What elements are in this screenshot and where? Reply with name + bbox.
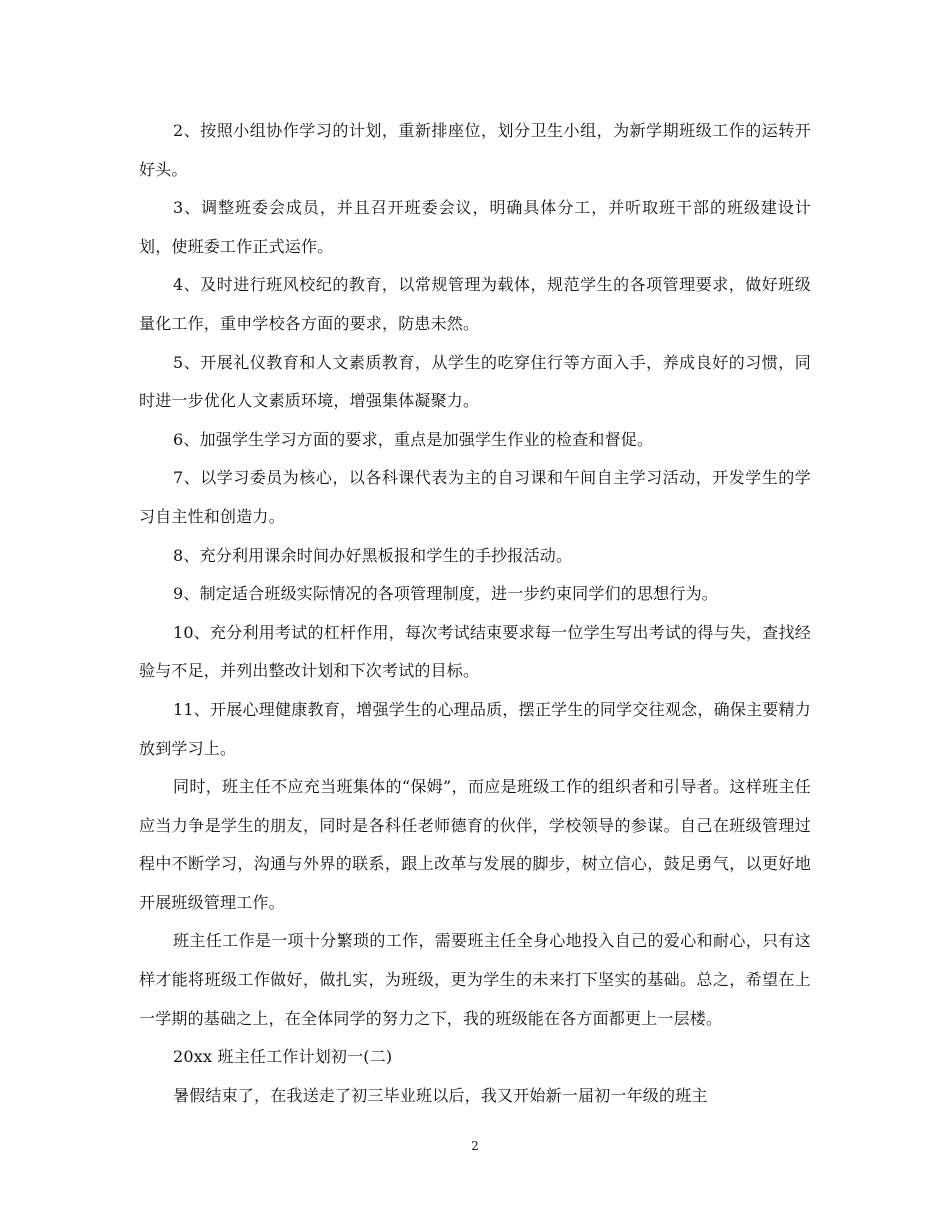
page-number: 2 (471, 1139, 479, 1153)
paragraph-teacher-role: 同时，班主任不应充当班集体的“保姆”，而应是班级工作的组织者和引导者。这样班主任应当力争是学生的朋友，同时是各科任老师德育的伙伴，学校领导的参谋。自己在班级管理过程中不断学习，沟通与外界的联系，跟上改革与发展的脚步，树立信心，鼓足勇气，以更好地开展班级管理工作。 (139, 777, 811, 912)
paragraph-item-7: 7、以学习委员为核心，以各科课代表为主的自习课和午间自主学习活动，开发学生的学习自主性和创造力。 (139, 468, 811, 526)
paragraph-item-10: 10、充分利用考试的杠杆作用，每次考试结束要求每一位学生写出考试的得与失，查找经验与不足，并列出整改计划和下次考试的目标。 (139, 622, 811, 681)
paragraph-item-9: 9、制定适合班级实际情况的各项管理制度，进一步约束同学们的思想行为。 (173, 584, 718, 604)
paragraph-item-11: 11、开展心理健康教育，增强学生的心理品质，摆正学生的同学交往观念，确保主要精力放到学习上。 (139, 699, 811, 758)
paragraph-item-2: 2、按照小组协作学习的计划，重新排座位，划分卫生小组，为新学期班级工作的运转开好头。 (139, 121, 811, 179)
document-body (139, 112, 811, 1115)
paragraph-item-4: 4、及时进行班风校纪的教育，以常规管理为载体，规范学生的各项管理要求，做好班级量化工作，重申学校各方面的要求，防患未然。 (139, 275, 811, 333)
paragraph-item-6: 6、加强学生学习方面的要求，重点是加强学生作业的检查和督促。 (173, 429, 654, 449)
paragraph-item-5: 5、开展礼仪教育和人文素质教育，从学生的吃穿住行等方面入手，养成良好的习惯，同时进一步优化人文素质环境，增强集体凝聚力。 (139, 352, 811, 411)
section-heading: 20xx 班主任工作计划初一(二) (173, 1047, 393, 1067)
paragraph-section-intro: 暑假结束了，在我送走了初三毕业班以后，我又开始新一届初一年级的班主 (173, 1085, 708, 1105)
paragraph-conclusion: 班主任工作是一项十分繁琐的工作，需要班主任全身心地投入自己的爱心和耐心，只有这样才能将班级工作做好，做扎实，为班级，更为学生的未来打下坚实的基础。总之，希望在上一学期的基础之上，在全体同学的努力之下，我的班级能在各方面都更上一层楼。 (139, 931, 811, 1028)
paragraph-item-8: 8、充分利用课余时间办好黑板报和学生的手抄报活动。 (173, 545, 573, 565)
paragraph-item-3: 3、调整班委会成员，并且召开班委会议，明确具体分工，并听取班干部的班级建设计划，使班委工作正式运作。 (139, 198, 811, 256)
